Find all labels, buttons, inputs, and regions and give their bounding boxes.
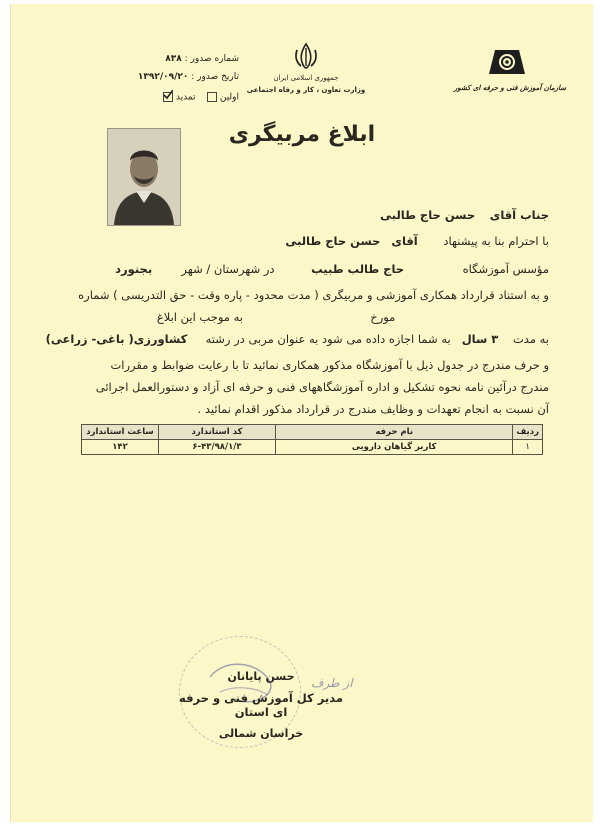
- letter-line-4: [59, 310, 549, 324]
- issue-number: ۸۳۸: [165, 54, 182, 64]
- letter-line-3: و به استناد قرارداد همکاری آموزشی و مربیگری ( مدت محدود - پاره وقت - حق التدریسی ) شماره: [78, 288, 549, 302]
- cell-profession: کاربر گیاهان دارویی: [276, 440, 513, 455]
- check-mark-icon: [163, 90, 173, 100]
- institute-name: حاج طالب طبیب: [311, 262, 405, 276]
- letter-line-5: [45, 332, 549, 346]
- letter-line-1: [59, 234, 549, 248]
- letter-line-2: [59, 262, 549, 276]
- signer-province: خراسان شمالی: [218, 727, 304, 740]
- cell-standard-code: ۶-۴۳/۹۸/۱/۳: [159, 440, 276, 455]
- certificate-page: [10, 4, 593, 822]
- line2-prefix: مؤسس آموزشگاه: [462, 262, 549, 276]
- line5-prefix: به مدت: [512, 332, 549, 346]
- salutation-prefix: جناب آقای: [489, 208, 549, 222]
- line1-title: آقای: [391, 234, 418, 248]
- letter-line-8: آن نسبت به انجام تعهدات و وظایف مندرج در قرارداد مذکور اقدام نمائید .: [197, 402, 549, 416]
- iran-emblem-icon: [293, 42, 319, 70]
- tvto-logo-icon: [485, 44, 529, 80]
- col-header-profession: نام حرفه: [276, 425, 513, 440]
- first-renewal-row: [99, 92, 239, 103]
- profession-table: [81, 424, 543, 455]
- col-header-standard-code: کد استاندارد: [159, 425, 276, 440]
- line1-text: با احترام بنا به پیشنهاد: [443, 234, 549, 248]
- renewal-checkbox: [163, 92, 173, 102]
- field-name: کشاورزی( باغی- زراعی): [45, 332, 188, 346]
- first-checkbox: [207, 92, 217, 102]
- col-header-row-number: ردیف: [513, 425, 543, 440]
- line2-mid: در شهرستان / شهر: [181, 262, 275, 276]
- recipient-name: حسن حاج طالبی: [380, 208, 476, 222]
- renewal-label: تمدید: [175, 92, 196, 103]
- table-header-row: [82, 425, 543, 440]
- table-row: [82, 440, 543, 455]
- issue-date-row: [99, 72, 239, 82]
- salutation-line: [59, 208, 549, 222]
- gov-line-1: جمهوری اسلامی ایران: [273, 74, 339, 82]
- issue-number-row: [99, 54, 239, 64]
- page-title: ابلاغ مربیگری: [228, 122, 376, 147]
- gov-line-2: وزارت تعاون ، کار و رفاه اجتماعی: [246, 86, 366, 94]
- line5-mid: به شما اجازه داده می شود به عنوان مربی در رشته: [205, 332, 451, 346]
- org-name: سازمان آموزش فنی و حرفه ای کشور: [453, 84, 567, 92]
- issue-number-label: شماره صدور :: [184, 54, 239, 64]
- line4-end: به موجب این ابلاغ: [156, 310, 243, 324]
- on-behalf-note: از طرف: [311, 676, 353, 690]
- cell-row-number: ۱: [513, 440, 543, 455]
- issue-date-label: تاریخ صدور :: [191, 72, 239, 82]
- signer-name: حسن پایانان: [227, 670, 295, 683]
- col-header-standard-hours: ساعت استاندارد: [82, 425, 159, 440]
- letter-line-7: مندرج درآئین نامه نحوه تشکیل و اداره آموزشگاههای فنی و حرفه ای آزاد و دستورالعمل اجرائی: [95, 380, 549, 394]
- duration: ۳ سال: [461, 332, 499, 346]
- city-name: بجنورد: [115, 262, 153, 276]
- issue-date: ۱۳۹۲/۰۹/۲۰: [137, 72, 189, 82]
- line4-dated: مورخ: [370, 310, 396, 324]
- signer-title: مدیر کل آموزش فنی و حرفه ای استان: [179, 691, 343, 719]
- line1-name: حسن حاج طالبی: [285, 234, 381, 248]
- cell-standard-hours: ۱۴۲: [82, 440, 159, 455]
- letter-line-6: و حرف مندرج در جدول ذیل با آموزشگاه مذکور همکاری نمائید تا با رعایت ضوابط و مقررات: [110, 358, 549, 372]
- first-label: اولین: [219, 92, 239, 103]
- signature-block: [171, 670, 351, 740]
